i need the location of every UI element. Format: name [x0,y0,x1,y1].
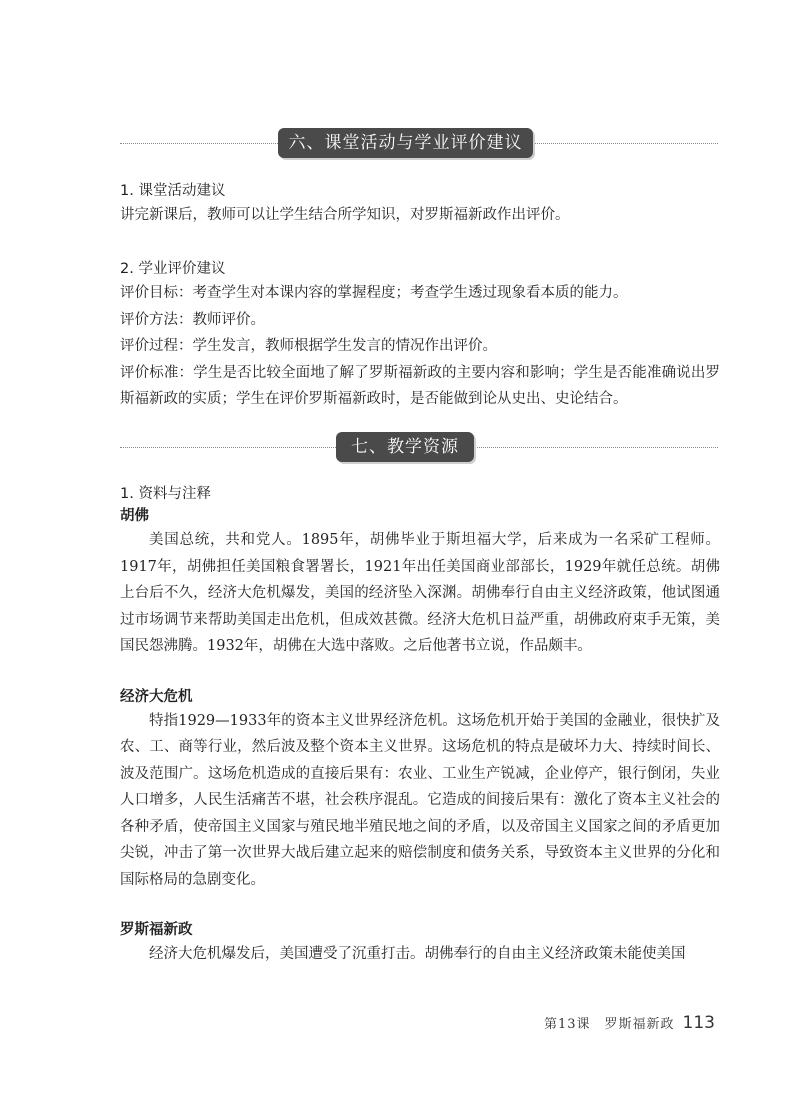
page-footer [544,1013,715,1033]
section-6-header [120,128,718,158]
section-7-header [120,432,718,462]
section-7-title: 七、教学资源 [336,432,474,462]
page-number: 113 [682,1013,715,1033]
evaluation-standard: 评价标准：学生是否比较全面地了解了罗斯福新政的主要内容和影响；学生是否能准确说出罗斯福新政的实质；学生在评价罗斯福新政时，是否能做到论从史出、史论结合。 [120,364,720,407]
evaluation-method: 评价方法：教师评价。 [120,311,265,328]
term-hoover: 胡佛 [120,508,149,524]
classroom-activity-heading: 1. 课堂活动建议 [120,183,226,199]
resources-block [120,483,720,968]
evaluation-process: 评价过程：学生发言，教师根据学生发言的情况作出评价。 [120,338,497,354]
term-new-deal: 罗斯福新政 [120,922,193,938]
term-great-depression-text: 特指1929—1933年的资本主义世界经济危机。这场危机开始于美国的金融业，很快扩及农、工、商等行业，然后波及整个资本主义世界。这场危机的特点是破坏力大、持续时间长、波及范围广。这场危机造成的直接后果有：农业、工业生产锐减，企业停产，银行倒闭，失业人口增多，人民生活痛苦不堪，社会秩序混乱。它造成的间接后果有：激化了资本主义社会的各种矛盾，使帝国主义国家与殖民地半殖民地之间的矛盾，以及帝国主义国家之间的矛盾更加尖锐，冲击了第一次世界大战后建立起来的赔偿制度和债务关系，导致资本主义世界的分化和国际格局的急剧变化。 [120,712,720,888]
term-great-depression: 经济大危机 [120,688,193,705]
evaluation-block [120,258,720,413]
term-new-deal-text: 经济大危机爆发后，美国遭受了沉重打击。胡佛奉行的自由主义经济政策未能使美国 [149,946,686,962]
term-hoover-text: 美国总统，共和党人。1895年，胡佛毕业于斯坦福大学，后来成为一名采矿工程师。1917年，胡佛担任美国粮食署署长，1921年出任美国商业部部长，1929年就任总统。胡佛上台后不久，经济大危机爆发，美国的经济坠入深渊。胡佛奉行自由主义经济政策，他试图通过市场调节来帮助美国走出危机，但成效甚微。经济大危机日益严重，胡佛政府束手无策，美国民怨沸腾。1932年，胡佛在大选中落败。之后他著书立说，作品颇丰。 [120,532,720,654]
section-6-title: 六、课堂活动与学业评价建议 [278,128,533,158]
evaluation-goal: 评价目标：考查学生对本课内容的掌握程度；考查学生透过现象看本质的能力。 [120,285,628,301]
classroom-activity-text: 讲完新课后，教师可以让学生结合所学知识，对罗斯福新政作出评价。 [120,207,570,223]
footer-lesson: 第13课 罗斯福新政 [544,1017,675,1032]
resources-heading: 1. 资料与注释 [120,486,211,502]
classroom-activity-block [120,180,720,229]
evaluation-heading: 2. 学业评价建议 [120,261,226,277]
